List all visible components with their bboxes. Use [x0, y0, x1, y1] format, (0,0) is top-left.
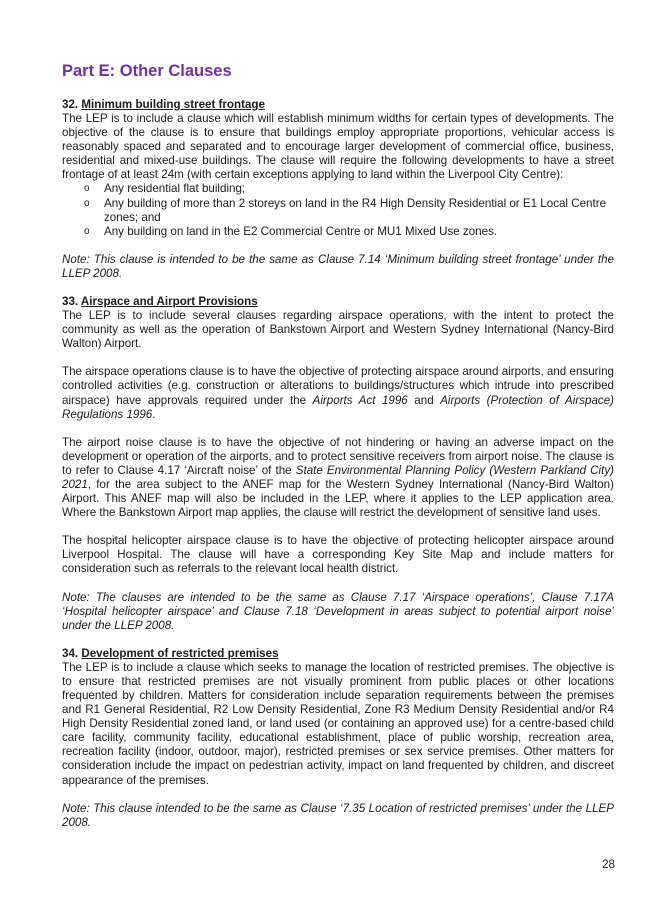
section-32-title: Minimum building street frontage — [81, 98, 265, 111]
act-title: Airports Act 1996 — [312, 393, 408, 407]
section-34-paragraph-1: The LEP is to include a clause which seeks to manage the location of restricted premises. The objective is to ensure that restricted premises are not visually prominent from public places or other locations frequented by children. Matters for consideration include separation requirements between the premises and R1 General Residential, R2 Low Density Residential, Zone R3 Medium Density Residential and/or R4 High Density Residential zoned land, or land used (or containing an approved use) for a centre-based child care facility, community facility, educational establishment, place of public worship, recreation area, recreation facility (indoor, outdoor, major), restricted premises or sex service premises. Other matters for consideration include the impact on pedestrian activity, impact on land frequented by children, and discreet appearance of the premises. — [62, 660, 614, 787]
section-32-bullet-list — [62, 182, 614, 238]
section-32 — [62, 98, 614, 281]
circle-bullet-icon: o — [84, 197, 90, 209]
list-item-text: Any residential flat building; — [104, 182, 246, 196]
section-33-heading — [62, 295, 614, 309]
text-run: and — [407, 393, 441, 407]
section-33-paragraph-4: The hospital helicopter airspace clause is to have the objective of protecting helicopter airspace around Liverpool Hospital. The clause will have a corresponding Key Site Map and include matters for consideration such as referrals to the relevant local health district. — [62, 534, 614, 576]
section-32-heading — [62, 98, 614, 112]
section-34-number: 34. — [62, 646, 79, 660]
circle-bullet-icon: o — [84, 225, 90, 237]
list-item — [62, 182, 614, 196]
list-item — [62, 197, 614, 225]
list-item-text: Any building on land in the E2 Commercial Centre or MU1 Mixed Use zones. — [104, 224, 498, 238]
text-run: The airport noise clause is to have the objective of not hindering or having an adverse impact on the development or operation of the airports, and to protect sensitive receivers from airport noise. The clause is to refer to Clause 4.17 ‘Aircraft noise’ of the — [62, 435, 614, 477]
circle-bullet-icon: o — [84, 183, 90, 195]
section-34-note: Note: This clause intended to be the same as Clause ‘7.35 Location of restricted premises’ under the LLEP 2008. — [62, 801, 614, 829]
policy-title: State Environmental Planning Policy (Western Parkland City) 2021 — [62, 463, 614, 491]
list-item — [62, 225, 614, 239]
section-33-title: Airspace and Airport Provisions — [80, 295, 258, 309]
section-34-title: Development of restricted premises — [81, 646, 279, 660]
list-item-text: Any building of more than 2 storeys on land in the R4 High Density Residential or E1 Local Centre zones; and — [104, 196, 607, 224]
text-run: . — [152, 407, 156, 421]
text-run: , for the area subject to the ANEF map for the Western Sydney International (Nancy-Bird Walton) Airport. This ANEF map will also be included in the LEP, where it applies to the LEP application area. Where the Bankstown Airport map applies, the clause will restrict the development of sensitive land uses. — [62, 477, 614, 520]
section-32-intro: The LEP is to include a clause which will establish minimum widths for certain types of developments. The objective of the clause is to ensure that buildings employ appropriate proportions, vehicular access is reasonably spaced and separated and to encourage larger development of commercial office, business, residential and mixed-use buildings. The clause will require the following developments to have a street frontage of at least 24m (with certain exceptions applying to land within the Liverpool City Centre): — [62, 112, 614, 182]
page-content — [62, 60, 614, 830]
text-run: The airspace operations clause is to have the objective of protecting airspace around airports, and ensuring controlled activities (e.g. construction or alterations to buildings/structures which intrude into prescribed airspace) have approvals required under the — [62, 365, 614, 407]
section-34 — [62, 647, 614, 830]
section-33-paragraph-3 — [62, 436, 614, 521]
section-34-heading — [62, 647, 614, 661]
section-33-paragraph-1: The LEP is to include several clauses regarding airspace operations, with the intent to protect the community as well as the operation of Bankstown Airport and Western Sydney International (Nancy-Bird Walton) Airport. — [62, 309, 614, 351]
section-32-number: 32. — [62, 98, 79, 111]
section-33 — [62, 295, 614, 633]
section-32-note: Note: This clause is intended to be the same as Clause 7.14 ‘Minimum building street frontage’ under the LLEP 2008. — [62, 252, 614, 280]
section-33-number: 33. — [62, 295, 79, 309]
regulation-title: Airports (Protection of Airspace) Regulations 1996 — [62, 393, 615, 421]
section-33-paragraph-2 — [62, 365, 614, 421]
section-33-note: Note: The clauses are intended to be the same as Clause 7.17 ‘Airspace operations’, Clause 7.17A ‘Hospital helicopter airspace’ and Clause 7.18 ‘Development in areas subject to potential airport noise’ under the LLEP 2008. — [62, 590, 614, 632]
page-number: 28 — [602, 858, 615, 871]
part-heading: Part E: Other Clauses — [62, 62, 232, 80]
